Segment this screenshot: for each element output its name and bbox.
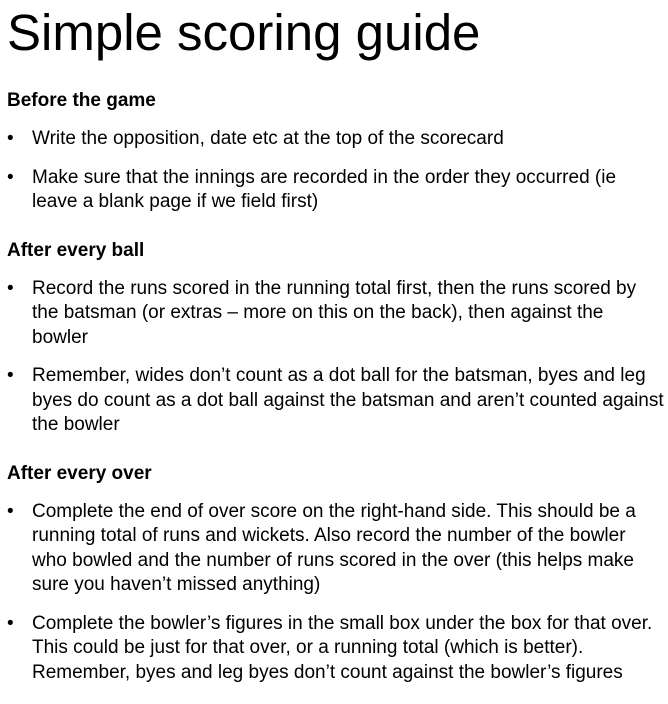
bullet-list-before-the-game bbox=[7, 127, 664, 215]
bullet-icon: • bbox=[7, 166, 14, 188]
section-heading-after-every-over: After every over bbox=[7, 462, 152, 484]
list-item bbox=[7, 166, 664, 215]
bullet-icon: • bbox=[7, 612, 14, 634]
list-item-text: Complete the bowler’s figures in the small box under the box for that over. This could be just for that over, or a running total (which is better). Remember, byes and leg byes don’t count against the bowler’s figures bbox=[32, 612, 653, 683]
page-title: Simple scoring guide bbox=[7, 4, 481, 61]
bullet-icon: • bbox=[7, 365, 14, 386]
list-item-text: Remember, wides don’t count as a dot ball for the batsman, byes and leg byes do count as a dot ball against the batsman and aren’t counted against the bowler bbox=[32, 365, 664, 435]
section-heading-after-every-ball: After every ball bbox=[7, 239, 145, 261]
bullet-icon: • bbox=[7, 277, 14, 299]
bullet-list-after-every-over bbox=[7, 500, 664, 686]
bullet-icon: • bbox=[7, 500, 14, 522]
list-item-text: Write the opposition, date etc at the top of the scorecard bbox=[32, 128, 504, 149]
list-item-text: Complete the end of over score on the right-hand side. This should be a running total of runs and wickets. Also record the number of the bowler who bowled and the number of runs scored in the over (this helps make sure you haven’t missed anything) bbox=[32, 500, 636, 595]
list-item bbox=[7, 364, 664, 438]
list-item-text: Make sure that the innings are recorded in the order they occurred (ie leave a blank page if we field first) bbox=[32, 166, 617, 212]
section-heading-before-the-game: Before the game bbox=[7, 90, 156, 111]
bullet-icon: • bbox=[7, 128, 14, 149]
list-item bbox=[7, 277, 664, 351]
bullet-list-after-every-ball bbox=[7, 277, 664, 438]
list-item bbox=[7, 500, 664, 598]
list-item-text: Record the runs scored in the running total first, then the runs scored by the batsman (or extras – more on this on the back), then against the bowler bbox=[32, 277, 637, 348]
list-item bbox=[7, 127, 664, 152]
list-item bbox=[7, 612, 664, 686]
